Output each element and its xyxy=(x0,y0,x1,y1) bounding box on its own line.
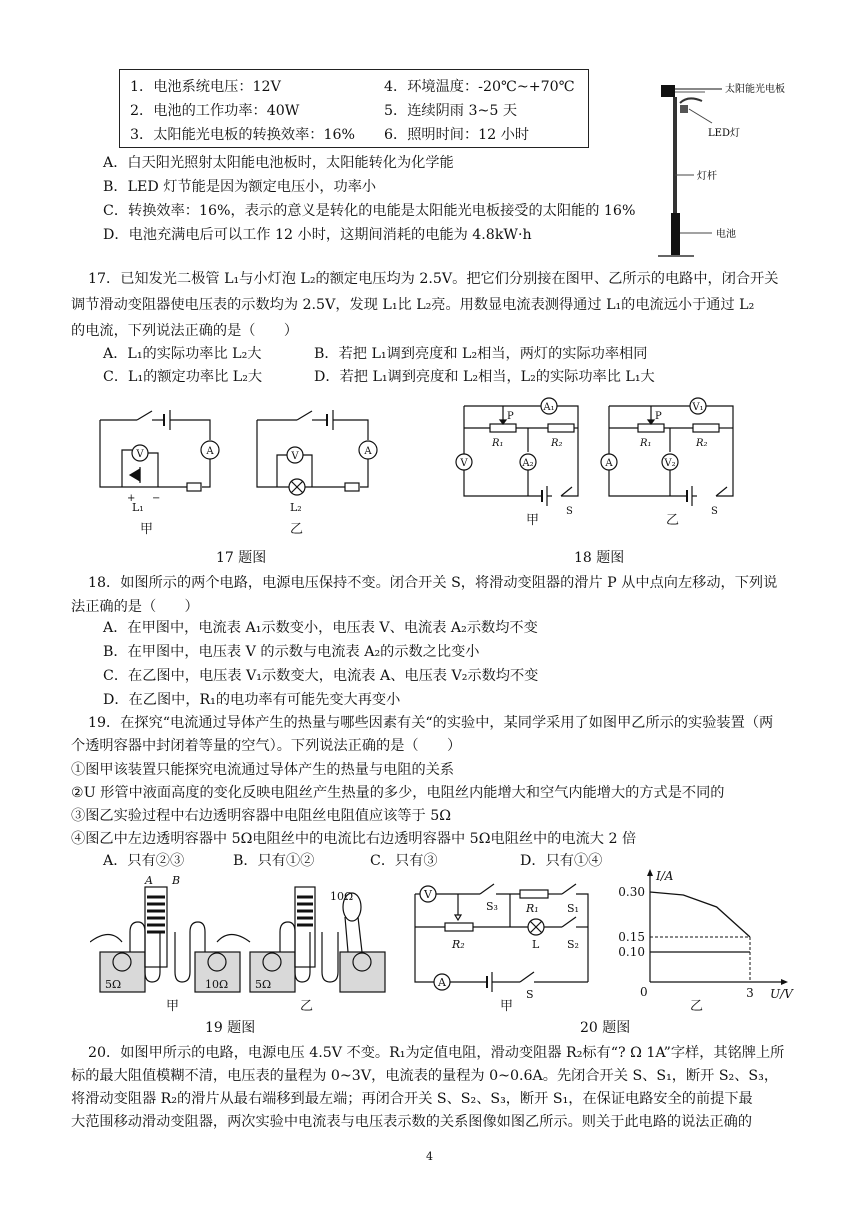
fig19-r5-2: 5Ω xyxy=(255,978,272,991)
spec-item: 3．太阳能光电板的转换效率：16% xyxy=(130,127,355,143)
q18-option-c: C．在乙图中，电压表 V₁示数变大，电流表 A、电压表 V₂示数均不变 xyxy=(103,668,539,684)
fig20-caption: 20 题图 xyxy=(580,1020,631,1036)
q20-line: 将滑动变阻器 R₂的滑片从最右端移到最左端；再闭合开关 S、S₂、S₃，断开 S₁，在保证电路安全的前提下最 xyxy=(71,1091,753,1107)
q19-option-d: D．只有①④ xyxy=(520,853,603,869)
fig19-r10: 10Ω xyxy=(205,978,229,991)
fig18-P: P xyxy=(507,411,514,422)
q17-option-d: D．若把 L₁调到亮度和 L₂相当，L₂的实际功率比 L₁大 xyxy=(314,369,655,385)
fig18-R2-2: R₂ xyxy=(696,438,708,449)
q19-item: ①图甲该装置只能探究电流通过导体产生的热量与电阻的关系 xyxy=(71,762,455,778)
spec-item: 2．电池的工作功率：40W xyxy=(130,103,300,119)
q20-line: 20．如图甲所示的电路，电源电压 4.5V 不变。R₁为定值电阻，滑动变阻器 R₂标有“? Ω 1A”字样，其铭牌上所 xyxy=(88,1045,785,1061)
q17-option-c: C．L₁的额定功率比 L₂大 xyxy=(103,369,263,385)
spec-table xyxy=(119,69,589,148)
spec-item: 1．电池系统电压：12V xyxy=(130,79,281,95)
x-axis-label: U/V xyxy=(770,987,793,1001)
fig17-voltmeter: V xyxy=(136,449,144,460)
q18-stem-line: 法正确的是（ ） xyxy=(71,599,199,615)
spec-item: 4．环境温度：-20℃~+70℃ xyxy=(384,79,575,95)
fig17-minus: − xyxy=(152,493,161,504)
q17-option-a: A．L₁的实际功率比 L₂大 xyxy=(103,346,262,362)
fig17-L2: L₂ xyxy=(290,501,302,514)
page-number: 4 xyxy=(426,1150,433,1163)
fig20-R2: R₂ xyxy=(452,938,465,951)
solar-lamp-figure xyxy=(650,75,810,265)
y-axis-label: I/A xyxy=(656,869,674,883)
fig20-S2: S₂ xyxy=(567,938,579,951)
figure-20-circuit xyxy=(400,872,615,1012)
fig18-P-2: P xyxy=(655,411,662,422)
fig19-r5: 5Ω xyxy=(105,978,122,991)
fig17-yi: 乙 xyxy=(290,522,304,537)
q19-item: ④图乙中左边透明容器中 5Ω电阻丝中的电流比右边透明容器中 5Ω电阻丝中的电流大 2 倍 xyxy=(71,831,637,847)
label-solar-panel: 太阳能光电板 xyxy=(725,84,785,95)
panel-label: 乙 xyxy=(690,999,704,1012)
figure-17 xyxy=(92,405,392,540)
fig18-S-2: S xyxy=(711,506,718,517)
fig19-A: A xyxy=(145,874,153,887)
fig20-L: L xyxy=(532,938,540,951)
label-led: LED灯 xyxy=(708,128,740,139)
fig19-jia: 甲 xyxy=(166,999,180,1012)
origin-label: 0 xyxy=(640,985,648,999)
q20-line: 大范围移动滑动变阻器，两次实验中电流表与电压表示数的关系图像如图乙所示。则关于此电路的说法正确的 xyxy=(71,1114,753,1130)
q20-line: 标的最大阻值模糊不清，电压表的量程为 0~3V，电流表的量程为 0~0.6A。先闭合开关 S、S₁，断开 S₂、S₃， xyxy=(71,1068,779,1084)
spec-item: 5．连续阴雨 3~5 天 xyxy=(384,103,518,119)
label-pole: 灯杆 xyxy=(697,171,717,182)
fig18-jia: 甲 xyxy=(526,513,540,526)
q18-option-b: B．在甲图中，电压表 V 的示数与电流表 A₂的示数之比变小 xyxy=(103,644,480,660)
fig18-A1: A₁ xyxy=(543,402,555,413)
series-line-0 xyxy=(650,892,750,937)
fig18-caption: 18 题图 xyxy=(574,550,625,566)
fig17-caption: 17 题图 xyxy=(216,550,267,566)
figure-19 xyxy=(90,872,400,1012)
q16-option-b: B．LED 灯节能是因为额定电压小，功率小 xyxy=(103,179,377,195)
fig18-R1: R₁ xyxy=(492,438,504,449)
y-tick-label: 0.30 xyxy=(618,885,645,899)
q18-stem-line: 18．如图所示的两个电路，电源电压保持不变。闭合开关 S，将滑动变阻器的滑片 P 从中点向左移动，下列说 xyxy=(88,575,778,591)
q19-item: ③图乙实验过程中右边透明容器中电阻丝电阻值应该等于 5Ω xyxy=(71,808,451,824)
q17-stem-line: 17．已知发光二极管 L₁与小灯泡 L₂的额定电压均为 2.5V。把它们分别接在图甲、乙所示的电路中，闭合开关 xyxy=(88,271,779,287)
fig20-S: S xyxy=(526,988,534,1001)
q18-option-d: D．在乙图中，R₁的电功率有可能先变大再变小 xyxy=(103,692,401,708)
y-tick-label: 0.15 xyxy=(618,930,645,944)
label-battery: 电池 xyxy=(716,229,736,240)
fig17-ammeter: A xyxy=(206,446,214,457)
q18-option-a: A．在甲图中，电流表 A₁示数变小，电压表 V、电流表 A₂示数均不变 xyxy=(103,620,538,636)
fig17-jia: 甲 xyxy=(140,522,154,537)
y-tick-label: 0.10 xyxy=(618,945,645,959)
y-axis-arrow xyxy=(647,869,653,876)
q19-option-b: B．只有①② xyxy=(233,853,315,869)
fig18-A: A xyxy=(605,458,613,469)
fig19-r10-2: 10Ω xyxy=(330,890,354,903)
fig20-V: V xyxy=(424,888,432,901)
fig18-R2: R₂ xyxy=(551,438,563,449)
x-axis-arrow xyxy=(781,979,788,985)
fig17-L1: L₁ xyxy=(132,501,144,514)
fig19-yi: 乙 xyxy=(300,999,314,1012)
figure-20-graph xyxy=(612,862,797,1012)
fig19-caption: 19 题图 xyxy=(205,1020,256,1036)
fig20-A: A xyxy=(438,976,446,989)
figure-18 xyxy=(448,396,748,526)
q17-stem-line: 调节滑动变阻器使电压表的示数均为 2.5V，发现 L₁比 L₂亮。用数显电流表测得通过 L₁的电流远小于通过 L₂ xyxy=(71,297,755,313)
fig18-yi: 乙 xyxy=(666,513,680,526)
x-tick-label: 3 xyxy=(746,986,754,1000)
fig18-V1: V₁ xyxy=(692,402,704,413)
fig18-V: V xyxy=(460,458,468,469)
fig17-plus: + xyxy=(127,493,136,504)
fig20-jia: 甲 xyxy=(500,999,514,1012)
fig17-ammeter-2: A xyxy=(364,446,372,457)
q16-option-c: C．转换效率：16%，表示的意义是转化的电能是太阳能光电板接受的太阳能的 16% xyxy=(103,203,636,219)
q16-option-d: D．电池充满电后可以工作 12 小时，这期间消耗的电能为 4.8kW·h xyxy=(103,227,532,243)
fig20-S3: S₃ xyxy=(486,900,498,913)
q19-option-c: C．只有③ xyxy=(370,853,438,869)
fig18-S: S xyxy=(566,506,573,517)
q19-item: ②U 形管中液面高度的变化反映电阻丝产生热量的多少，电阻丝内能增大和空气内能增大的方式是不同的 xyxy=(71,785,725,801)
q19-stem-line: 19．在探究“电流通过导体产生的热量与哪些因素有关“的实验中，某同学采用了如图甲乙所示的实验装置（两 xyxy=(88,715,774,731)
fig17-voltmeter-2: V xyxy=(291,451,299,462)
q19-stem-line: 个透明容器中封闭着等量的空气）。下列说法正确的是（ ） xyxy=(71,738,462,754)
fig20-S1: S₁ xyxy=(567,902,579,915)
fig20-R1: R₁ xyxy=(526,902,539,915)
spec-item: 6．照明时间：12 小时 xyxy=(384,127,530,143)
fig18-R1-2: R₁ xyxy=(640,438,652,449)
q17-option-b: B．若把 L₁调到亮度和 L₂相当，两灯的实际功率相同 xyxy=(314,346,648,362)
q17-stem-line: 的电流，下列说法正确的是（ ） xyxy=(71,323,299,339)
fig18-V2: V₂ xyxy=(664,458,676,469)
q19-option-a: A．只有②③ xyxy=(103,853,185,869)
q16-option-a: A．白天阳光照射太阳能电池板时，太阳能转化为化学能 xyxy=(103,155,454,171)
fig19-B: B xyxy=(172,874,181,887)
fig18-A2: A₂ xyxy=(522,458,534,469)
